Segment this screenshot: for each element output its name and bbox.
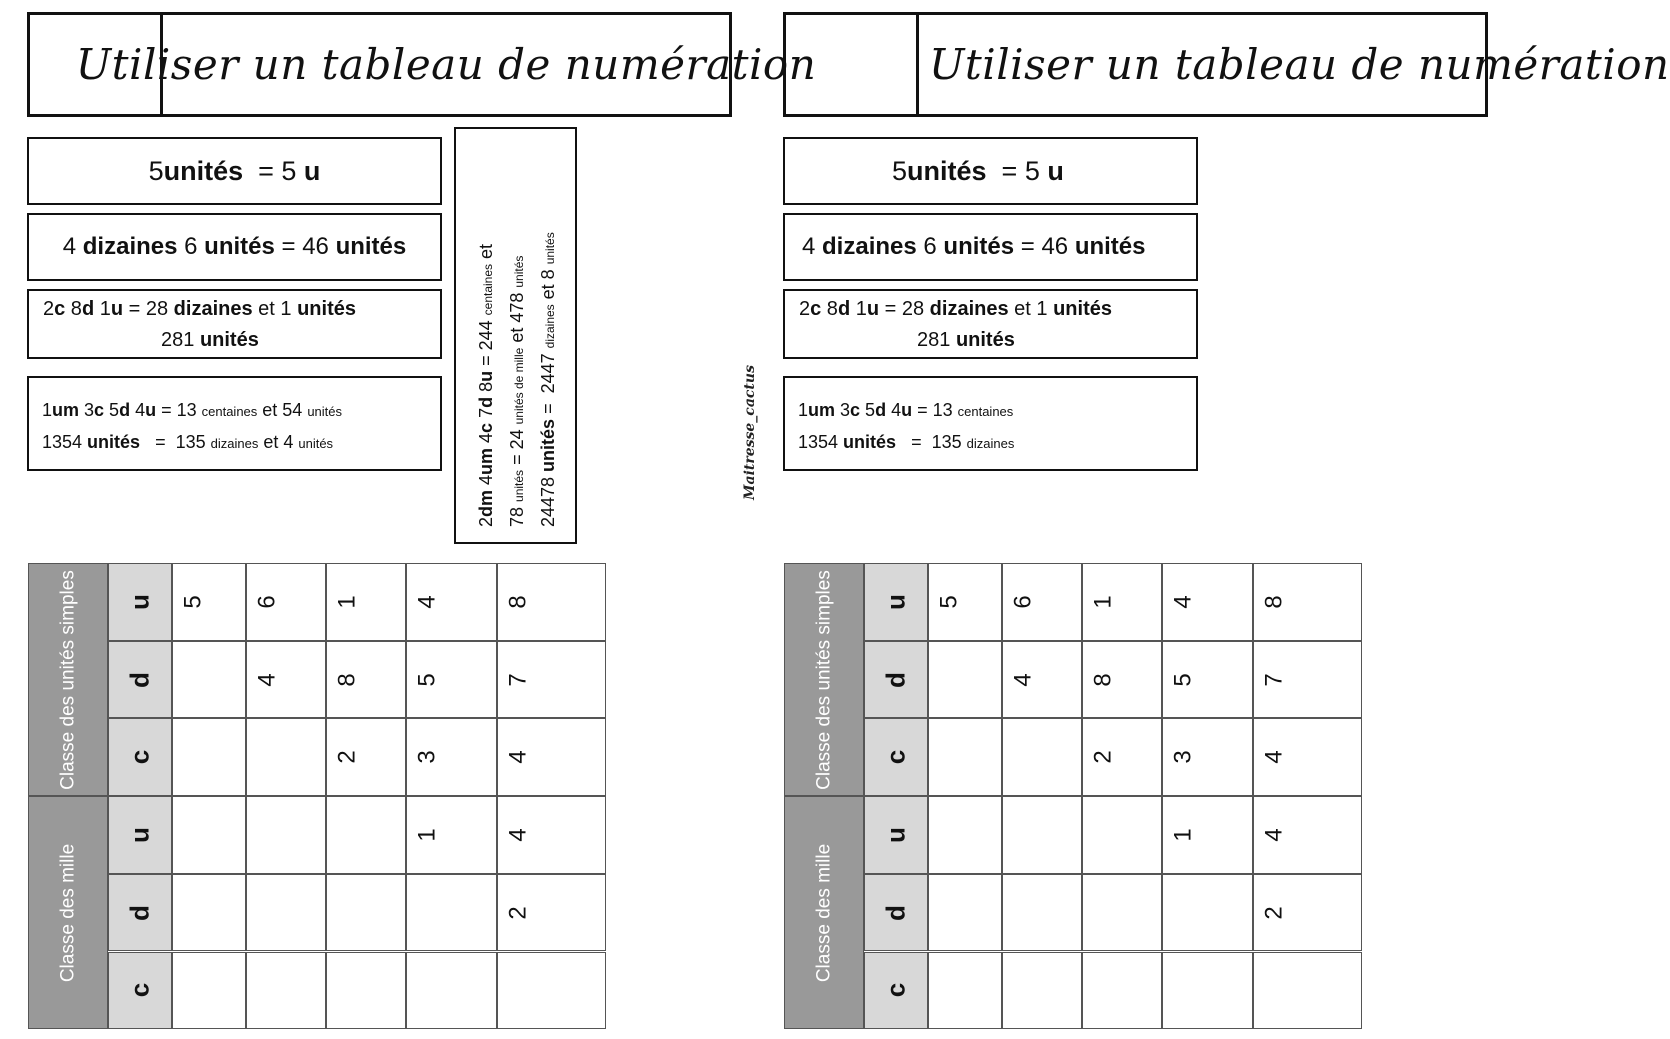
table-cell <box>326 874 406 952</box>
text: et <box>476 243 496 264</box>
text: et 8 <box>538 264 558 305</box>
place-header-d <box>108 874 172 952</box>
digit: 5 <box>935 595 963 609</box>
place-header-text: u <box>124 593 155 610</box>
digit: 1 <box>1089 595 1117 609</box>
text: 6 <box>177 233 205 260</box>
bold-text: d <box>119 400 131 420</box>
bold-text: c <box>476 422 496 433</box>
signature-text: Maitresse_cactus <box>742 365 758 500</box>
digit: 1 <box>333 595 361 609</box>
text: = 5 <box>986 155 1048 186</box>
bold-text: u <box>866 298 880 320</box>
small-text: dizaines <box>543 304 557 349</box>
text: = 13 <box>912 400 958 420</box>
class-mille-label <box>784 796 864 1029</box>
bold-text: unités <box>1053 298 1112 320</box>
text: 3 <box>79 400 95 420</box>
digit: 2 <box>504 905 532 920</box>
place-header-c <box>108 718 172 796</box>
bold-text: um <box>808 400 836 420</box>
digit: 3 <box>1169 750 1197 764</box>
bold-text: u <box>1047 155 1064 186</box>
text: 4 <box>476 432 496 448</box>
table-cell <box>1082 641 1162 719</box>
place-header-text: d <box>124 904 155 921</box>
table-cell <box>497 563 606 641</box>
table-cell <box>1162 874 1253 952</box>
digit: 1 <box>1169 828 1197 842</box>
bold-text: c <box>850 400 861 420</box>
digit: 5 <box>1169 672 1197 687</box>
small-text: centaines <box>201 404 258 419</box>
text: 281 <box>917 329 956 351</box>
text: 4 <box>802 233 823 260</box>
table-cell <box>326 718 406 796</box>
bold-text: dizaines <box>173 298 253 320</box>
small-text: dizaines <box>966 436 1015 451</box>
place-header-text: u <box>880 826 911 843</box>
table-cell <box>497 874 606 952</box>
text: 2 <box>476 516 496 527</box>
class-mille-label <box>28 796 108 1029</box>
text: 5 <box>104 400 120 420</box>
text: 5 <box>148 155 164 186</box>
vertical-text <box>472 147 565 527</box>
bold-text: unités <box>943 233 1015 260</box>
page-title: Utiliser un tableau de numération <box>929 40 1670 89</box>
small-text: unités <box>512 255 526 288</box>
table-cell <box>1253 718 1362 796</box>
text: 2 <box>799 298 811 320</box>
equivalence-line-2 <box>783 213 1198 281</box>
bold-text: u <box>476 370 496 382</box>
table-cell <box>326 563 406 641</box>
table-cell <box>1002 952 1082 1030</box>
table-cell <box>246 718 326 796</box>
page-title: Utiliser un tableau de numération <box>75 40 817 89</box>
table-cell <box>1253 563 1362 641</box>
table-cell <box>1002 796 1082 874</box>
place-header-d <box>864 641 928 719</box>
table-cell <box>1253 796 1362 874</box>
bold-text: unités <box>199 329 259 351</box>
digit: 4 <box>253 672 281 687</box>
bold-text: um <box>476 447 496 475</box>
bold-text: unités <box>538 418 558 472</box>
bold-text: dizaines <box>82 233 178 260</box>
text: 1 <box>42 400 53 420</box>
table-cell <box>497 718 606 796</box>
table-cell <box>246 563 326 641</box>
table-cell <box>928 874 1002 952</box>
place-header-text: d <box>880 671 911 688</box>
place-header-text: d <box>124 671 155 688</box>
bold-text: dizaines <box>929 298 1009 320</box>
table-cell <box>406 718 497 796</box>
class-label-text: Classe des unités simples <box>57 569 79 790</box>
place-header-c <box>864 718 928 796</box>
text: 1 <box>798 400 809 420</box>
text: = 28 <box>123 298 174 320</box>
digit: 5 <box>179 595 207 609</box>
place-header-c <box>108 952 172 1030</box>
digit: 4 <box>1260 828 1288 842</box>
digit: 3 <box>413 750 441 764</box>
text: 6 <box>916 233 944 260</box>
digit: 2 <box>1089 750 1117 764</box>
table-cell <box>1082 563 1162 641</box>
table-cell <box>1162 563 1253 641</box>
text: 3 <box>835 400 851 420</box>
table-cell <box>928 796 1002 874</box>
text: et 478 <box>507 287 527 348</box>
bold-text: u <box>901 400 913 420</box>
text: 4 <box>130 400 146 420</box>
bold-text: u <box>145 400 157 420</box>
table-cell <box>1253 874 1362 952</box>
equivalence-line-1 <box>27 137 442 205</box>
table-cell <box>1082 718 1162 796</box>
equivalence-line-1 <box>783 137 1198 205</box>
table-cell <box>497 952 606 1030</box>
digit: 4 <box>1009 672 1037 687</box>
text: = 5 <box>243 155 304 186</box>
text: = 2447 <box>538 348 558 419</box>
table-cell <box>1253 952 1362 1030</box>
bold-text: unités <box>87 432 141 452</box>
table-cell <box>246 874 326 952</box>
table-cell <box>172 874 246 952</box>
bold-text: d <box>476 396 496 408</box>
text: et 4 <box>258 432 299 452</box>
digit: 7 <box>504 672 532 687</box>
equivalence-line-4 <box>27 376 442 471</box>
class-simple-label <box>28 563 108 796</box>
table-cell <box>326 952 406 1030</box>
text: 4 <box>62 233 83 260</box>
digit: 2 <box>333 750 361 764</box>
equivalence-line-4 <box>783 376 1198 471</box>
place-header-d <box>864 874 928 952</box>
bold-text: dizaines <box>822 233 917 260</box>
table-cell <box>326 641 406 719</box>
small-text: unités <box>298 436 334 451</box>
bold-text: unités <box>843 432 897 452</box>
text: 281 <box>161 329 200 351</box>
text: 24478 <box>538 471 558 527</box>
bold-text: u <box>110 298 124 320</box>
small-text: centaines <box>481 263 495 316</box>
digit: 8 <box>1260 595 1288 609</box>
class-label-text: Classe des unités simples <box>813 569 835 790</box>
digit: 8 <box>504 595 532 609</box>
text: 1354 <box>798 432 844 452</box>
bold-text: unités <box>163 155 244 186</box>
place-header-text: u <box>124 826 155 843</box>
digit: 7 <box>1260 672 1288 687</box>
place-header-text: c <box>880 983 911 998</box>
equivalence-line-2 <box>27 213 442 281</box>
class-label-text: Classe des mille <box>813 843 835 982</box>
class-label-text: Classe des mille <box>57 843 79 982</box>
small-text: unités <box>307 404 343 419</box>
table-cell <box>1082 952 1162 1030</box>
table-cell <box>1162 641 1253 719</box>
table-cell <box>1002 641 1082 719</box>
bold-text: unités <box>297 298 356 320</box>
small-text: unités <box>543 232 557 265</box>
table-cell <box>928 563 1002 641</box>
text: = 28 <box>879 298 930 320</box>
bold-text: unités <box>1074 233 1146 260</box>
place-header-text: u <box>880 593 911 610</box>
text: 78 <box>507 501 527 527</box>
second-card-clipped <box>756 0 1670 1039</box>
text: 1 <box>94 298 111 320</box>
lesson-card <box>0 0 817 1039</box>
place-header-u <box>108 563 172 641</box>
table-cell <box>1002 874 1082 952</box>
bold-text: c <box>94 400 105 420</box>
bold-text: dm <box>476 489 496 517</box>
table-cell <box>1162 796 1253 874</box>
table-cell <box>406 874 497 952</box>
table-cell <box>1162 952 1253 1030</box>
text: = 24 <box>507 424 527 470</box>
table-cell <box>1082 874 1162 952</box>
text: = 135 <box>140 432 211 452</box>
bold-text: unités <box>907 155 987 186</box>
small-text: dizaines <box>210 436 259 451</box>
place-header-text: c <box>880 750 911 765</box>
table-cell <box>172 796 246 874</box>
bold-text: d <box>837 298 851 320</box>
text: 8 <box>821 298 838 320</box>
digit: 4 <box>504 828 532 842</box>
table-cell <box>406 641 497 719</box>
text: 1 <box>850 298 867 320</box>
table-cell <box>928 952 1002 1030</box>
table-cell <box>172 563 246 641</box>
text: = 13 <box>156 400 202 420</box>
text: et 1 <box>1008 298 1054 320</box>
table-cell <box>406 563 497 641</box>
table-cell <box>928 718 1002 796</box>
table-cell <box>406 952 497 1030</box>
text: 1354 <box>42 432 88 452</box>
small-text: unités <box>512 469 526 502</box>
table-cell <box>172 641 246 719</box>
digit: 8 <box>1089 672 1117 687</box>
text: 7 <box>476 407 496 423</box>
digit: 5 <box>413 672 441 687</box>
table-cell <box>1162 718 1253 796</box>
text: et 54 <box>257 400 308 420</box>
text: 4 <box>886 400 902 420</box>
place-header-text: c <box>124 750 155 765</box>
text: et 1 <box>252 298 298 320</box>
table-cell <box>172 718 246 796</box>
bold-text: d <box>875 400 887 420</box>
text: 5 <box>860 400 876 420</box>
text: = 244 <box>476 315 496 371</box>
digit: 4 <box>1260 750 1288 764</box>
bold-text: c <box>54 298 66 320</box>
table-cell <box>406 796 497 874</box>
bold-text: unités <box>335 233 407 260</box>
place-header-text: c <box>124 983 155 998</box>
vertical-equivalence-box <box>454 127 577 544</box>
text: 8 <box>476 381 496 397</box>
class-simple-label <box>784 563 864 796</box>
text: 2 <box>43 298 55 320</box>
table-cell <box>497 641 606 719</box>
small-text: centaines <box>957 404 1014 419</box>
table-cell <box>246 641 326 719</box>
table-cell <box>497 796 606 874</box>
text: 4 <box>476 474 496 490</box>
text: 8 <box>65 298 82 320</box>
numeration-table <box>28 563 606 1029</box>
digit: 4 <box>413 595 441 609</box>
title-blank-cell <box>786 15 919 114</box>
digit: 2 <box>1260 905 1288 920</box>
bold-text: um <box>52 400 80 420</box>
place-header-u <box>864 563 928 641</box>
digit: 6 <box>1009 595 1037 609</box>
bold-text: unités <box>204 233 275 260</box>
table-cell <box>1002 563 1082 641</box>
equivalence-line-3 <box>783 289 1198 359</box>
text: = 46 <box>274 233 336 260</box>
numeration-table <box>784 563 1362 1029</box>
bold-text: c <box>810 298 822 320</box>
digit: 1 <box>413 828 441 842</box>
title-box <box>783 12 1670 117</box>
place-header-d <box>108 641 172 719</box>
table-cell <box>172 952 246 1030</box>
place-header-text: d <box>880 904 911 921</box>
place-header-u <box>108 796 172 874</box>
table-cell <box>1082 796 1162 874</box>
digit: 8 <box>333 672 361 687</box>
table-cell <box>1002 718 1082 796</box>
text: = 135 <box>896 432 967 452</box>
text: 5 <box>892 155 908 186</box>
text: = 46 <box>1014 233 1075 260</box>
digit: 4 <box>1169 595 1197 609</box>
table-cell <box>928 641 1002 719</box>
table-cell <box>246 952 326 1030</box>
bold-text: d <box>81 298 95 320</box>
bold-text: unités <box>955 329 1015 351</box>
equivalence-line-3 <box>27 289 442 359</box>
bold-text: u <box>303 155 321 186</box>
digit: 4 <box>504 750 532 764</box>
table-cell <box>1253 641 1362 719</box>
table-cell <box>326 796 406 874</box>
place-header-u <box>864 796 928 874</box>
small-text: unités de mille <box>512 347 526 425</box>
digit: 6 <box>253 595 281 609</box>
table-cell <box>246 796 326 874</box>
place-header-c <box>864 952 928 1030</box>
title-box <box>27 12 817 117</box>
